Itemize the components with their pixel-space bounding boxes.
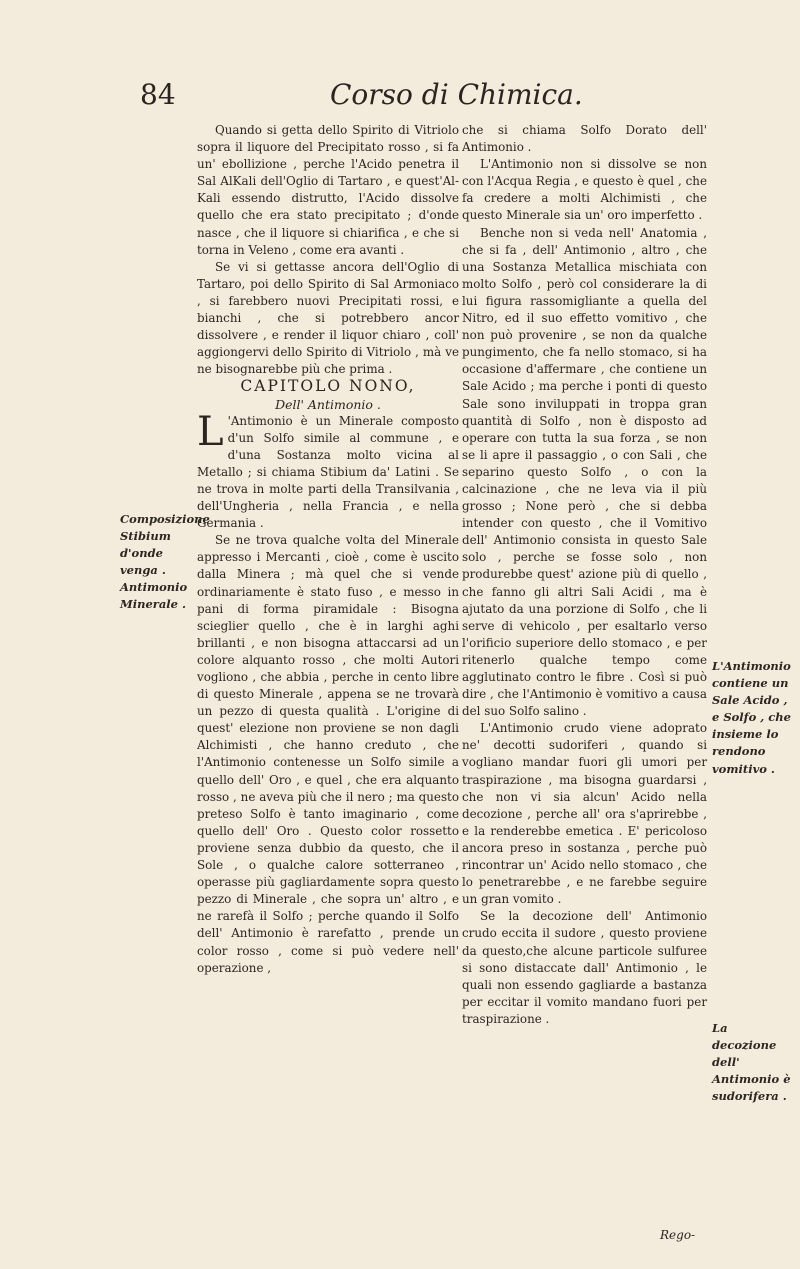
paragraph: Se la decozione dell' Antimonio crudo eccita il sudore , questo proviene da questo,che alcune particole sulfuree si sono distaccate dall' Antimonio , le quali non essendo gagliarde a bastanza per eccitar il vomito mandano fuori per traspirazione . [462, 909, 707, 1026]
drop-cap: L [197, 408, 224, 455]
chapter-subtitle: Dell' Antimonio . [275, 396, 381, 412]
page-number: 84 [140, 78, 176, 111]
paragraph: L'Antimonio non si dissolve se non con l'Acqua Regia , e questo è quel , che fa credere a molti Alchimisti , che questo Minerale sia un' oro imperfetto . [462, 157, 707, 223]
margin-note-right-1: L'Antimonio contiene un Sale Acido , e Solfo , che insieme lo rendono vomitivo . [712, 659, 791, 776]
paragraph: Se vi si gettasse ancora dell'Oglio di Tartaro, poi dello Spirito di Sal Armoniaco , si farebbero nuovi Precipitati rossi, e bianchi , che si potrebbero ancor dissolvere , e render il liquor chiaro , coll' aggiongervi dello Spirito di Vitriolo , mà ve ne bisognarebbe più che prima . [197, 259, 459, 377]
left-column [197, 122, 459, 977]
margin-note-right-2: La decozione dell' Antimonio è sudorifera . [712, 1021, 791, 1104]
paragraph: L'Antimonio crudo viene adoprato ne' decotti sudoriferi , quando si vogliano mandar fuori gli umori per traspirazione , ma bisogna guardarsi , che non vi sia alcun' Acido nella decozione , perche all' ora s'aprirebbe , e la renderebbe emetica . E' pericoloso ancora preso in sostanza , perche può rincontrar un' Acido nello stomaco , che lo penetrarebbe , e ne farebbe seguire un gran vomito . [462, 721, 707, 907]
margin-note-left: Composizione Stibium d'onde venga . Antimonio Minerale . [120, 512, 210, 612]
paragraph: Quando si getta dello Spirito di Vitriolo sopra il liquore del Precipitato rosso , si fa un' ebollizione , perche l'Acido penetra il Sal AlKali dell'Oglio di Tartaro , e quest'Al-Kali essendo distrutto, l'Acido dissolve quello che era stato precipitato ; d'onde nasce , che il liquore si chiarifica , e che si torna in Veleno , come era avanti . [197, 123, 459, 257]
chapter-opening-paragraph [197, 408, 459, 533]
running-title: Corso di Chimica. [330, 78, 583, 111]
page-header [0, 78, 800, 118]
catchword: Rego- [660, 1228, 696, 1242]
paragraph: che si chiama Solfo Dorato dell' Antimonio . [462, 123, 707, 155]
paragraph-text: 'Antimonio è un Minerale composto d'un Solfo simile al commune , e d'una Sostanza molto vicina al Metallo ; si chiama Stibium da' Latini . Se ne trova in molte parti della Transilvania , dell'Ungheria , nella Francia , e nella Germania . [197, 413, 459, 531]
paragraph: Benche non si veda nell' Anatomia , che si fa , dell' Antimonio , altro , che una Sostanza Metallica mischiata con molto Solfo , però col considerare la di lui figura rassomigliante a quella del Nitro, ed il suo effetto vomitivo , che non può provenire , se non da qualche pungimento, che fa nello stomaco, si ha occasione d'affermare , che contiene un Sale Acido ; ma perche i ponti di questo Sale sono inviluppati in troppa gran quantità di Solfo , non è disposto ad operare con tutta la sua forza , se non se li apre il passaggio , o con Sali , che separino questo Solfo , o con la calcinazione , che ne leva via il più grosso ; None però , che si debba intender con questo , che il Vomitivo dell' Antimonio consista in questo Sale solo , perche se fosse solo , non produrebbe quest' azione più di quello , che fanno gli altri Sali Acidi , ma è ajutato da una porzione di Solfo , che li serve di vehicolo , per esaltarlo verso l'orificio superiore dello stomaco , e per ritenerlo qualche tempo come agglutinato contro le fibre . Così si può dire , che l'Antimonio è vomitivo a causa del suo Solfo salino . [462, 225, 707, 719]
paragraph: Se ne trova qualche volta del Minerale appresso i Mercanti , cioè , come è uscito dalla Minera ; mà quel che si vende ordinariamente è stato fuso , e messo in pani di forma piramidale : Bisogna scieglier quello , che è in larghi aghi brillanti , e non bisogna attaccarsi ad un colore alquanto rosso , che molti Autori vogliono , che abbia , perche in cento libre di questo Minerale , appena se ne trovarà un pezzo di questa qualità . L'origine di quest' elezione non proviene se non dagli Alchimisti , che hanno creduto , che l'Antimonio contenesse un Solfo simile a quello dell' Oro , e quel , che era alquanto rosso , ne aveva più che il nero ; ma questo preteso Solfo è tanto imaginario , come quello dell' Oro . Questo color rossetto proviene senza dubbio da questo, che il Sole , o qualche calore sotterraneo , operasse più gagliardamente sopra questo pezzo di Minerale , che sopra un' altro , e ne rarefà il Solfo ; perche quando il Solfo dell' Antimonio è rarefatto , prende un color rosso , come si può vedere nell' operazione , [197, 533, 459, 975]
chapter-heading: CAPITOLO NONO, [240, 377, 416, 396]
right-column [462, 122, 707, 1028]
